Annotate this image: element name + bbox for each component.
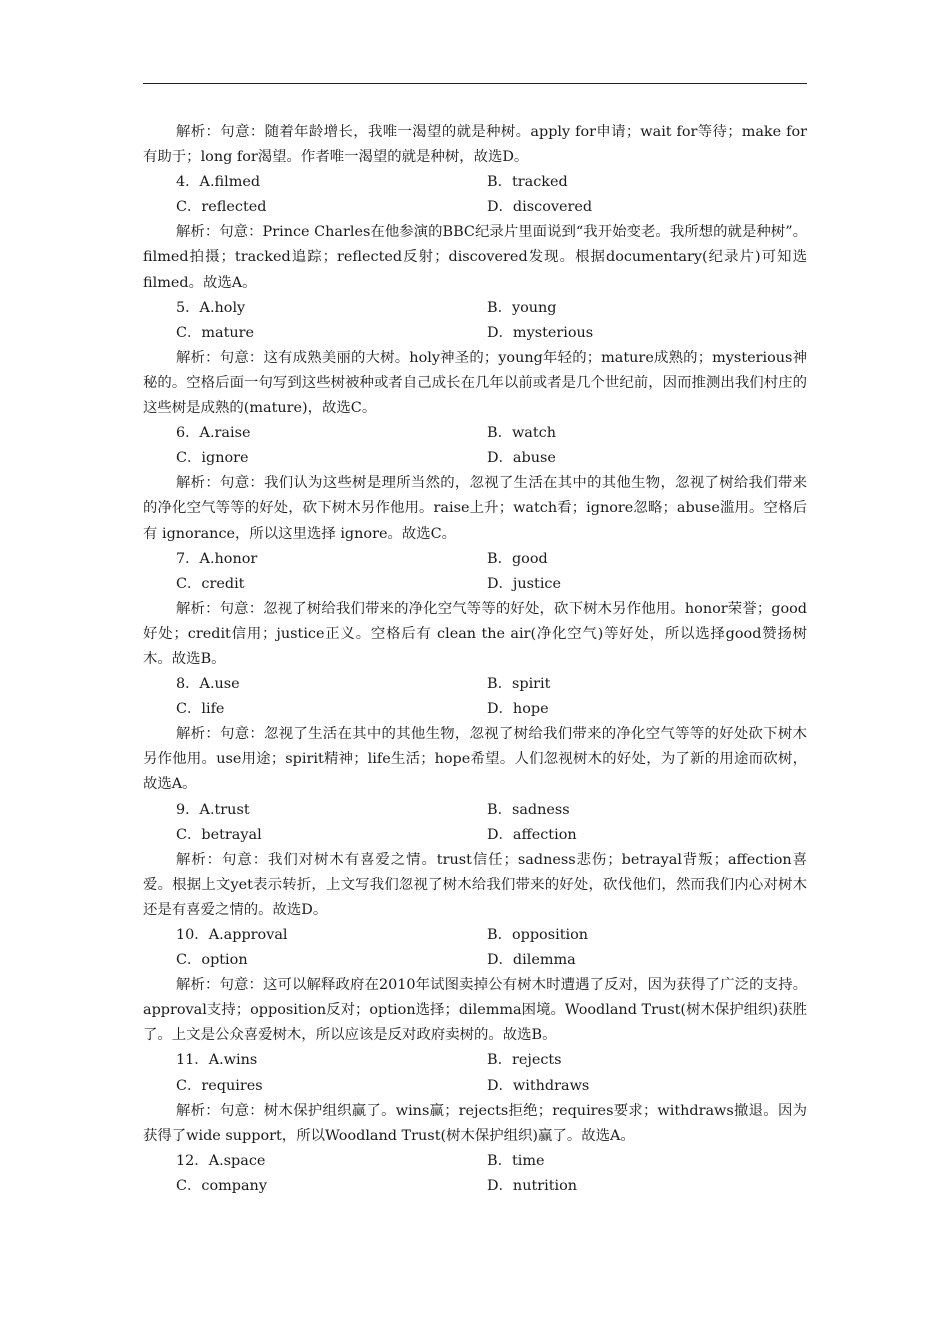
- option-a: 10．A.approval: [176, 927, 288, 943]
- option-c: C．ignore: [176, 450, 249, 467]
- option-c: C．company: [176, 1177, 267, 1194]
- option-a: 9．A.trust: [176, 801, 250, 818]
- header-rule: [143, 83, 807, 84]
- option-row: [143, 446, 807, 471]
- option-b: B．young: [487, 299, 557, 316]
- explanation-paragraph: 解析：句意：随着年龄增长，我唯一渴望的就是种树。apply for申请；wait for等待；make for有助于；long for渴望。作者唯一渴望的就是种树，故选D。: [143, 124, 807, 166]
- option-row: [143, 1074, 807, 1099]
- option-row: [143, 948, 807, 973]
- explanation-paragraph: 解析：句意：这有成熟美丽的大树。holy神圣的；young年轻的；mature成熟的；mysterious神秘的。空格后面一句写到这些树被种或者自己成长在几年以前或者是几个世纪前，因而推测出我们村庄的这些树是成熟的(mature)，故选C。: [143, 349, 807, 417]
- explanation-paragraph: 解析：句意：这可以解释政府在2010年试图卖掉公有树木时遭遇了反对，因为获得了广泛的支持。approval支持；opposition反对；option选择；dilemma困境。Woodland Trust(树木保护组织)获胜了。上文是公众喜爱树木，所以应该是反对政府卖树的。故选B。: [143, 977, 807, 1044]
- option-a: 12．A.space: [176, 1152, 266, 1169]
- option-a: 4．A.filmed: [176, 174, 261, 191]
- option-b: B．watch: [487, 425, 556, 442]
- option-row: [143, 1174, 807, 1199]
- option-d: D．mysterious: [487, 324, 594, 341]
- option-row: [143, 296, 807, 321]
- option-row: [143, 823, 807, 848]
- option-row: [143, 195, 807, 220]
- option-row: [143, 321, 807, 346]
- option-d: D．dilemma: [487, 952, 576, 969]
- option-d: D．withdraws: [487, 1077, 590, 1094]
- option-row: [143, 547, 807, 572]
- option-c: C．betrayal: [176, 826, 262, 843]
- option-row: [143, 672, 807, 697]
- option-b: B．rejects: [487, 1052, 562, 1069]
- option-c: C．reflected: [176, 199, 267, 216]
- option-a: 6．A.raise: [176, 425, 251, 442]
- option-a: 8．A.use: [176, 676, 240, 693]
- option-c: C．life: [176, 701, 225, 718]
- explanation-paragraph: 解析：句意：我们对树木有喜爱之情。trust信任；sadness悲伤；betrayal背叛；affection喜爱。根据上文yet表示转折，上文写我们忽视了树木给我们带来的好处，砍伐他们，然而我们内心对树木还是有喜爱之情的。故选D。: [143, 851, 807, 918]
- explanation-paragraph: 解析：句意：Prince Charles在他参演的BBC纪录片里面说到“我开始变老。我所想的就是种树”。filmed拍摄；tracked追踪；reflected反射；discovered发现。根据documentary(纪录片)可知选 filmed。故选A。: [143, 224, 807, 291]
- option-d: D．abuse: [487, 450, 556, 467]
- option-c: C．mature: [176, 324, 255, 341]
- explanation-paragraph: 解析：句意：忽视了生活在其中的其他生物，忽视了树给我们带来的净化空气等等的好处砍下树木另作他用。use用途；spirit精神；life生活；hope希望。人们忽视树木的好处，为了新的用途而砍树，故选A。: [143, 726, 807, 793]
- question-list: [143, 170, 807, 1199]
- option-b: B．spirit: [487, 676, 551, 693]
- explanation-paragraph: 解析：句意：我们认为这些树是理所当然的，忽视了生活在其中的其他生物，忽视了树给我们带来的净化空气等等的好处，砍下树木另作他用。raise上升；watch看；ignore忽略；abuse滥用。空格后有 ignorance，所以这里选择 ignore。故选C。: [143, 475, 807, 542]
- option-b: B．time: [487, 1152, 545, 1169]
- option-row: [143, 697, 807, 722]
- option-row: [143, 1149, 807, 1174]
- page-content: [143, 120, 807, 1199]
- option-b: B．good: [487, 550, 548, 567]
- option-row: [143, 572, 807, 597]
- option-d: D．nutrition: [487, 1177, 578, 1194]
- option-row: [143, 421, 807, 446]
- option-c: C．requires: [176, 1077, 263, 1094]
- option-c: C．credit: [176, 575, 245, 592]
- option-row: [143, 923, 807, 948]
- explanation-paragraph: 解析：句意：忽视了树给我们带来的净化空气等等的好处，砍下树木另作他用。honor荣誉；good好处；credit信用；justice正义。空格后有 clean the air(净化空气)等好处，所以选择good赞扬树木。故选B。: [143, 600, 807, 667]
- option-row: [143, 798, 807, 823]
- option-a: 11．A.wins: [176, 1052, 258, 1069]
- option-a: 7．A.honor: [176, 550, 258, 567]
- option-row: [143, 1048, 807, 1073]
- explanation-paragraph: 解析：句意：树木保护组织赢了。wins赢；rejects拒绝；requires要求；withdraws撤退。因为获得了wide support，所以Woodland Trust(树木保护组织)赢了。故选A。: [143, 1102, 807, 1144]
- option-b: B．tracked: [487, 174, 568, 191]
- option-b: B．opposition: [487, 927, 589, 943]
- option-row: [143, 170, 807, 195]
- option-c: C．option: [176, 952, 248, 969]
- option-d: D．hope: [487, 701, 549, 718]
- option-d: D．discovered: [487, 199, 593, 216]
- option-d: D．affection: [487, 826, 577, 843]
- option-a: 5．A.holy: [176, 299, 246, 316]
- option-d: D．justice: [487, 575, 562, 592]
- option-b: B．sadness: [487, 801, 570, 818]
